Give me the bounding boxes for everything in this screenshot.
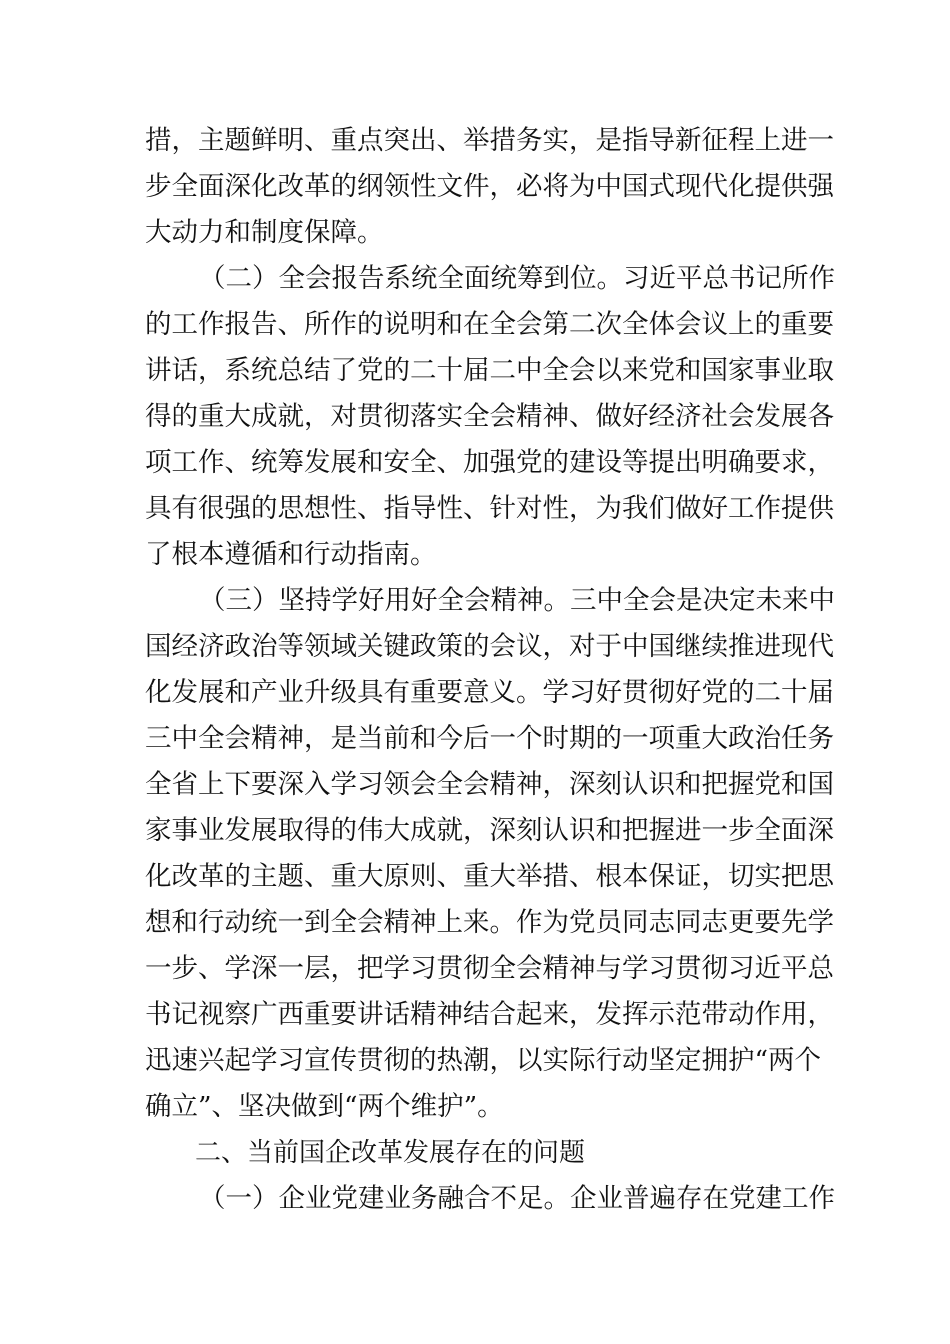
text-line: 一步、学深一层，把学习贯彻全会精神与学习贯彻习近平总: [145, 953, 834, 984]
text-line: 确立”、坚决做到“两个维护”。: [145, 1091, 504, 1122]
section-heading: 二、当前国企改革发展存在的问题: [195, 1138, 586, 1168]
text-line: 家事业发展取得的伟大成就，深刻认识和把握进一步全面深: [145, 815, 834, 846]
text-line: 讲话，系统总结了党的二十届二中全会以来党和国家事业取: [145, 355, 834, 386]
text-line: 迅速兴起学习宣传贯彻的热潮，以实际行动坚定拥护“两个: [145, 1045, 822, 1076]
text-line: 措，主题鲜明、重点突出、举措务实，是指导新征程上进一: [145, 125, 834, 156]
paragraph-start-line: （一）企业党建业务融合不足。企业普遍存在党建工作: [199, 1183, 835, 1214]
paragraph-start-line: （二）全会报告系统全面统筹到位。习近平总书记所作: [199, 263, 835, 294]
text-line: 想和行动统一到全会精神上来。作为党员同志同志更要先学: [145, 907, 834, 938]
text-line: 化发展和产业升级具有重要意义。学习好贯彻好党的二十届: [145, 677, 834, 708]
text-line: 的工作报告、所作的说明和在全会第二次全体会议上的重要: [145, 309, 834, 340]
text-line: 项工作、统筹发展和安全、加强党的建设等提出明确要求，: [145, 447, 834, 478]
text-line: 三中全会精神，是当前和今后一个时期的一项重大政治任务: [145, 723, 834, 754]
text-line: 全省上下要深入学习领会全会精神，深刻认识和把握党和国: [145, 769, 834, 800]
text-line: 化改革的主题、重大原则、重大举措、根本保证，切实把思: [145, 861, 834, 892]
text-line: 具有很强的思想性、指导性、针对性，为我们做好工作提供: [145, 493, 834, 524]
paragraph-start-line: （三）坚持学好用好全会精神。三中全会是决定未来中: [199, 585, 835, 616]
text-line: 得的重大成就，对贯彻落实全会精神、做好经济社会发展各: [145, 401, 834, 432]
text-line: 大动力和制度保障。: [145, 217, 384, 248]
text-line: 步全面深化改革的纲领性文件，必将为中国式现代化提供强: [145, 171, 834, 202]
text-line: 了根本遵循和行动指南。: [145, 539, 437, 570]
text-line: 国经济政治等领域关键政策的会议，对于中国继续推进现代: [145, 631, 834, 662]
text-line: 书记视察广西重要讲话精神结合起来，发挥示范带动作用，: [145, 999, 834, 1030]
